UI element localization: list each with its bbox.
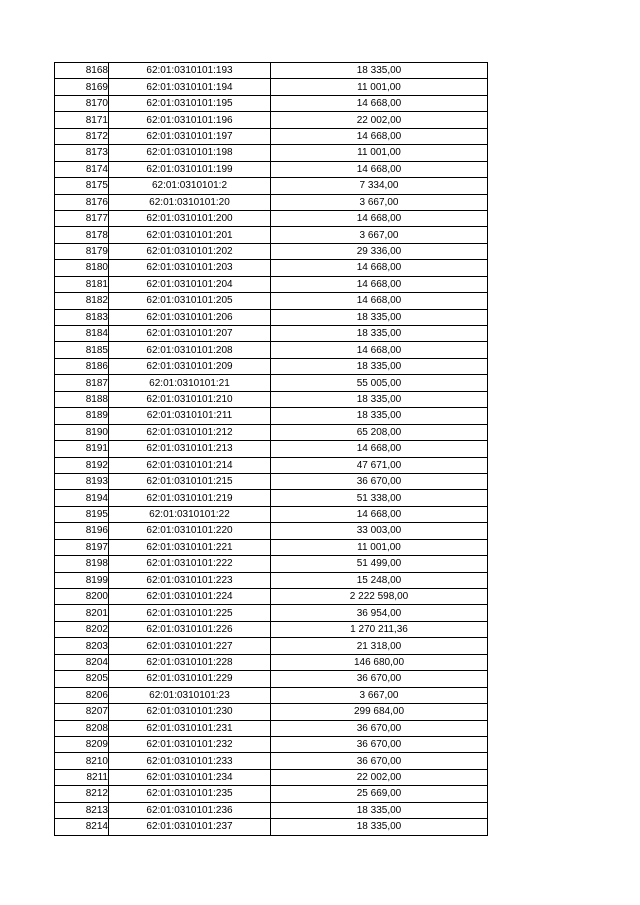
- table-row: [55, 720, 488, 736]
- cadastral-number-cell: 62:01:0310101:199: [109, 161, 271, 177]
- cadastral-number-cell: 62:01:0310101:211: [109, 408, 271, 424]
- cadastral-value-cell: 14 668,00: [271, 506, 488, 522]
- cadastral-number-cell: 62:01:0310101:198: [109, 145, 271, 161]
- cadastral-value-cell: 22 002,00: [271, 769, 488, 785]
- cadastral-number-cell: 62:01:0310101:206: [109, 309, 271, 325]
- table-row: [55, 194, 488, 210]
- row-number-cell: 8178: [55, 227, 109, 243]
- table-row: [55, 326, 488, 342]
- cadastral-value-cell: 18 335,00: [271, 358, 488, 374]
- cadastral-number-cell: 62:01:0310101:220: [109, 523, 271, 539]
- cadastral-number-cell: 62:01:0310101:203: [109, 260, 271, 276]
- cadastral-number-cell: 62:01:0310101:209: [109, 358, 271, 374]
- table-body: [55, 63, 488, 836]
- table-row: [55, 539, 488, 555]
- cadastral-value-cell: 18 335,00: [271, 63, 488, 79]
- table-row: [55, 309, 488, 325]
- row-number-cell: 8200: [55, 589, 109, 605]
- row-number-cell: 8191: [55, 441, 109, 457]
- cadastral-number-cell: 62:01:0310101:222: [109, 556, 271, 572]
- table-row: [55, 704, 488, 720]
- cadastral-value-cell: 14 668,00: [271, 342, 488, 358]
- row-number-cell: 8185: [55, 342, 109, 358]
- table-row: [55, 621, 488, 637]
- cadastral-number-cell: 62:01:0310101:204: [109, 276, 271, 292]
- cadastral-number-cell: 62:01:0310101:210: [109, 391, 271, 407]
- row-number-cell: 8181: [55, 276, 109, 292]
- cadastral-number-cell: 62:01:0310101:227: [109, 638, 271, 654]
- cadastral-value-cell: 7 334,00: [271, 178, 488, 194]
- cadastral-number-cell: 62:01:0310101:208: [109, 342, 271, 358]
- cadastral-value-cell: 14 668,00: [271, 161, 488, 177]
- cadastral-number-cell: 62:01:0310101:202: [109, 243, 271, 259]
- row-number-cell: 8194: [55, 490, 109, 506]
- table-row: [55, 161, 488, 177]
- cadastral-number-cell: 62:01:0310101:225: [109, 605, 271, 621]
- row-number-cell: 8198: [55, 556, 109, 572]
- table-row: [55, 523, 488, 539]
- cadastral-value-cell: 22 002,00: [271, 112, 488, 128]
- cadastral-number-cell: 62:01:0310101:194: [109, 79, 271, 95]
- cadastral-value-cell: 14 668,00: [271, 293, 488, 309]
- table-row: [55, 802, 488, 818]
- cadastral-number-cell: 62:01:0310101:215: [109, 473, 271, 489]
- cadastral-number-cell: 62:01:0310101:233: [109, 753, 271, 769]
- row-number-cell: 8171: [55, 112, 109, 128]
- cadastral-value-cell: 18 335,00: [271, 408, 488, 424]
- table-row: [55, 753, 488, 769]
- cadastral-number-cell: 62:01:0310101:226: [109, 621, 271, 637]
- cadastral-number-cell: 62:01:0310101:235: [109, 786, 271, 802]
- row-number-cell: 8211: [55, 769, 109, 785]
- cadastral-number-cell: 62:01:0310101:237: [109, 819, 271, 835]
- table-row: [55, 769, 488, 785]
- table-row: [55, 210, 488, 226]
- cadastral-number-cell: 62:01:0310101:205: [109, 293, 271, 309]
- table-row: [55, 638, 488, 654]
- cadastral-number-cell: 62:01:0310101:207: [109, 326, 271, 342]
- table-row: [55, 424, 488, 440]
- cadastral-value-cell: 47 671,00: [271, 457, 488, 473]
- table-row: [55, 112, 488, 128]
- row-number-cell: 8182: [55, 293, 109, 309]
- row-number-cell: 8172: [55, 128, 109, 144]
- table-row: [55, 408, 488, 424]
- table-row: [55, 736, 488, 752]
- row-number-cell: 8212: [55, 786, 109, 802]
- table-row: [55, 441, 488, 457]
- cadastral-value-cell: 55 005,00: [271, 375, 488, 391]
- cadastral-value-cell: 14 668,00: [271, 95, 488, 111]
- cadastral-number-cell: 62:01:0310101:22: [109, 506, 271, 522]
- table-row: [55, 457, 488, 473]
- cadastral-number-cell: 62:01:0310101:201: [109, 227, 271, 243]
- cadastral-value-cell: 33 003,00: [271, 523, 488, 539]
- table-row: [55, 178, 488, 194]
- table-row: [55, 671, 488, 687]
- table-row: [55, 687, 488, 703]
- cadastral-value-cell: 3 667,00: [271, 687, 488, 703]
- row-number-cell: 8170: [55, 95, 109, 111]
- row-number-cell: 8203: [55, 638, 109, 654]
- cadastral-number-cell: 62:01:0310101:214: [109, 457, 271, 473]
- row-number-cell: 8199: [55, 572, 109, 588]
- cadastral-value-cell: 18 335,00: [271, 309, 488, 325]
- row-number-cell: 8177: [55, 210, 109, 226]
- cadastral-number-cell: 62:01:0310101:231: [109, 720, 271, 736]
- cadastral-value-cell: 11 001,00: [271, 79, 488, 95]
- row-number-cell: 8214: [55, 819, 109, 835]
- row-number-cell: 8213: [55, 802, 109, 818]
- cadastral-value-cell: 14 668,00: [271, 128, 488, 144]
- row-number-cell: 8202: [55, 621, 109, 637]
- cadastral-value-cell: 21 318,00: [271, 638, 488, 654]
- table-row: [55, 473, 488, 489]
- cadastral-value-cell: 51 499,00: [271, 556, 488, 572]
- cadastral-value-cell: 65 208,00: [271, 424, 488, 440]
- cadastral-number-cell: 62:01:0310101:21: [109, 375, 271, 391]
- cadastral-number-cell: 62:01:0310101:230: [109, 704, 271, 720]
- table-row: [55, 490, 488, 506]
- row-number-cell: 8201: [55, 605, 109, 621]
- row-number-cell: 8187: [55, 375, 109, 391]
- cadastral-number-cell: 62:01:0310101:236: [109, 802, 271, 818]
- row-number-cell: 8204: [55, 654, 109, 670]
- row-number-cell: 8192: [55, 457, 109, 473]
- cadastral-value-cell: 14 668,00: [271, 441, 488, 457]
- row-number-cell: 8190: [55, 424, 109, 440]
- cadastral-value-cell: 18 335,00: [271, 819, 488, 835]
- table-row: [55, 276, 488, 292]
- cadastral-value-cell: 25 669,00: [271, 786, 488, 802]
- cadastral-value-table: [54, 62, 488, 836]
- cadastral-value-cell: 18 335,00: [271, 326, 488, 342]
- cadastral-value-cell: 11 001,00: [271, 539, 488, 555]
- cadastral-value-cell: 15 248,00: [271, 572, 488, 588]
- cadastral-number-cell: 62:01:0310101:224: [109, 589, 271, 605]
- row-number-cell: 8186: [55, 358, 109, 374]
- table-row: [55, 556, 488, 572]
- cadastral-value-cell: 36 954,00: [271, 605, 488, 621]
- table-row: [55, 572, 488, 588]
- table-row: [55, 391, 488, 407]
- row-number-cell: 8175: [55, 178, 109, 194]
- table-row: [55, 145, 488, 161]
- cadastral-value-cell: 299 684,00: [271, 704, 488, 720]
- cadastral-number-cell: 62:01:0310101:23: [109, 687, 271, 703]
- cadastral-value-cell: 18 335,00: [271, 391, 488, 407]
- row-number-cell: 8196: [55, 523, 109, 539]
- table-row: [55, 260, 488, 276]
- cadastral-value-cell: 36 670,00: [271, 720, 488, 736]
- cadastral-number-cell: 62:01:0310101:20: [109, 194, 271, 210]
- row-number-cell: 8195: [55, 506, 109, 522]
- row-number-cell: 8208: [55, 720, 109, 736]
- row-number-cell: 8173: [55, 145, 109, 161]
- cadastral-number-cell: 62:01:0310101:229: [109, 671, 271, 687]
- table-row: [55, 654, 488, 670]
- table-row: [55, 506, 488, 522]
- cadastral-number-cell: 62:01:0310101:221: [109, 539, 271, 555]
- cadastral-number-cell: 62:01:0310101:228: [109, 654, 271, 670]
- cadastral-number-cell: 62:01:0310101:196: [109, 112, 271, 128]
- cadastral-value-cell: 36 670,00: [271, 736, 488, 752]
- cadastral-number-cell: 62:01:0310101:195: [109, 95, 271, 111]
- table-row: [55, 786, 488, 802]
- table-row: [55, 342, 488, 358]
- cadastral-number-cell: 62:01:0310101:213: [109, 441, 271, 457]
- row-number-cell: 8209: [55, 736, 109, 752]
- cadastral-value-cell: 14 668,00: [271, 210, 488, 226]
- row-number-cell: 8174: [55, 161, 109, 177]
- cadastral-value-cell: 36 670,00: [271, 473, 488, 489]
- cadastral-value-cell: 36 670,00: [271, 753, 488, 769]
- row-number-cell: 8180: [55, 260, 109, 276]
- table-row: [55, 63, 488, 79]
- table-row: [55, 605, 488, 621]
- table-row: [55, 227, 488, 243]
- row-number-cell: 8206: [55, 687, 109, 703]
- cadastral-number-cell: 62:01:0310101:232: [109, 736, 271, 752]
- table-row: [55, 293, 488, 309]
- cadastral-value-cell: 3 667,00: [271, 194, 488, 210]
- cadastral-number-cell: 62:01:0310101:234: [109, 769, 271, 785]
- table-row: [55, 79, 488, 95]
- table-row: [55, 375, 488, 391]
- row-number-cell: 8176: [55, 194, 109, 210]
- table-row: [55, 95, 488, 111]
- row-number-cell: 8179: [55, 243, 109, 259]
- row-number-cell: 8184: [55, 326, 109, 342]
- cadastral-value-cell: 3 667,00: [271, 227, 488, 243]
- row-number-cell: 8168: [55, 63, 109, 79]
- table-row: [55, 243, 488, 259]
- row-number-cell: 8205: [55, 671, 109, 687]
- table-row: [55, 358, 488, 374]
- row-number-cell: 8169: [55, 79, 109, 95]
- table-row: [55, 819, 488, 835]
- row-number-cell: 8197: [55, 539, 109, 555]
- row-number-cell: 8183: [55, 309, 109, 325]
- cadastral-number-cell: 62:01:0310101:219: [109, 490, 271, 506]
- cadastral-number-cell: 62:01:0310101:197: [109, 128, 271, 144]
- cadastral-number-cell: 62:01:0310101:193: [109, 63, 271, 79]
- row-number-cell: 8210: [55, 753, 109, 769]
- row-number-cell: 8193: [55, 473, 109, 489]
- row-number-cell: 8188: [55, 391, 109, 407]
- cadastral-number-cell: 62:01:0310101:223: [109, 572, 271, 588]
- cadastral-value-cell: 14 668,00: [271, 260, 488, 276]
- cadastral-value-cell: 36 670,00: [271, 671, 488, 687]
- cadastral-value-cell: 29 336,00: [271, 243, 488, 259]
- row-number-cell: 8189: [55, 408, 109, 424]
- table-row: [55, 128, 488, 144]
- cadastral-value-cell: 146 680,00: [271, 654, 488, 670]
- cadastral-value-cell: 1 270 211,36: [271, 621, 488, 637]
- cadastral-number-cell: 62:01:0310101:212: [109, 424, 271, 440]
- cadastral-number-cell: 62:01:0310101:2: [109, 178, 271, 194]
- cadastral-number-cell: 62:01:0310101:200: [109, 210, 271, 226]
- cadastral-value-cell: 14 668,00: [271, 276, 488, 292]
- row-number-cell: 8207: [55, 704, 109, 720]
- cadastral-value-cell: 11 001,00: [271, 145, 488, 161]
- cadastral-value-cell: 51 338,00: [271, 490, 488, 506]
- cadastral-value-cell: 18 335,00: [271, 802, 488, 818]
- cadastral-value-cell: 2 222 598,00: [271, 589, 488, 605]
- table-row: [55, 589, 488, 605]
